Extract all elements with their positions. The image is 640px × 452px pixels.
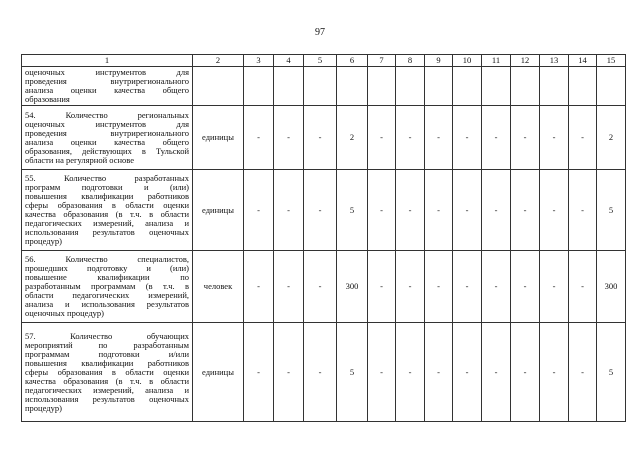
value-cell: - [453, 323, 482, 422]
value-cell: - [425, 323, 453, 422]
value-cell: - [274, 170, 304, 251]
value-cell: - [540, 251, 569, 323]
unit-cell: человек [193, 251, 244, 323]
description-line: проведения внутрирегионального [25, 128, 189, 138]
value-cell: - [368, 106, 396, 170]
column-header: 8 [396, 55, 425, 67]
description-line: проведения внутрирегионального [25, 77, 189, 86]
value-cell: - [511, 251, 540, 323]
indicator-description [22, 170, 193, 251]
column-header: 9 [425, 55, 453, 67]
description-line: программ подготовки и (или) [25, 183, 189, 192]
value-cell: - [274, 106, 304, 170]
value-cell: - [569, 251, 597, 323]
indicator-description [22, 323, 193, 422]
value-cell: - [453, 251, 482, 323]
value-cell: 5 [597, 170, 626, 251]
description-line: процедур) [25, 403, 62, 413]
column-header: 10 [453, 55, 482, 67]
indicator-description [22, 251, 193, 323]
value-cell: - [368, 323, 396, 422]
value-cell: - [453, 106, 482, 170]
value-cell: - [244, 106, 274, 170]
value-cell [368, 67, 396, 106]
description-line: области педагогических измерений, [25, 291, 189, 300]
value-cell: - [569, 106, 597, 170]
value-cell [425, 67, 453, 106]
description-line: повышения квалификации работников [25, 192, 189, 201]
description-line: анализа оценки качества общего [25, 137, 189, 147]
value-cell: - [274, 251, 304, 323]
value-cell: - [482, 170, 511, 251]
value-cell: - [396, 323, 425, 422]
value-cell: 300 [337, 251, 368, 323]
description-line: программам подготовки и/или [25, 349, 189, 359]
unit-cell: единицы [193, 170, 244, 251]
value-cell: - [425, 251, 453, 323]
column-header: 6 [337, 55, 368, 67]
value-cell: - [244, 323, 274, 422]
description-line: прошедших подготовку и (или) [25, 264, 189, 273]
description-line: педагогических измерений, анализа и [25, 385, 189, 395]
column-header: 2 [193, 55, 244, 67]
description-line: использования результатов оценочных [25, 394, 189, 404]
value-cell [511, 67, 540, 106]
table-row [22, 67, 626, 106]
description-line: сферы образования в области оценки [25, 201, 189, 210]
value-cell: - [511, 170, 540, 251]
description-line: оценочных инструментов для [25, 68, 189, 77]
value-cell [304, 67, 337, 106]
column-header: 3 [244, 55, 274, 67]
column-header: 12 [511, 55, 540, 67]
unit-cell: единицы [193, 106, 244, 170]
description-line: 57. Количество обучающих [25, 331, 189, 341]
value-cell: - [368, 251, 396, 323]
table-body [22, 67, 626, 422]
column-header: 13 [540, 55, 569, 67]
description-line: использования результатов оценочных [25, 228, 189, 237]
description-line: повышения квалификации работников [25, 358, 189, 368]
indicator-description [22, 106, 193, 170]
description-line: процедур) [25, 237, 62, 246]
description-line: оценочных инструментов для [25, 119, 189, 129]
value-cell [337, 67, 368, 106]
table-row [22, 170, 626, 251]
description-line: 56. Количество специалистов, [25, 255, 189, 264]
column-header: 14 [569, 55, 597, 67]
value-cell: - [274, 323, 304, 422]
description-line: качества образования (в т.ч. в области [25, 210, 189, 219]
description-line: мероприятий по разработанным [25, 340, 189, 350]
value-cell: - [482, 251, 511, 323]
value-cell: - [482, 323, 511, 422]
value-cell: 5 [337, 170, 368, 251]
value-cell: - [304, 251, 337, 323]
value-cell: - [368, 170, 396, 251]
value-cell [597, 67, 626, 106]
page-number: 97 [315, 27, 325, 38]
indicator-description [22, 67, 193, 106]
description-line: анализа оценки качества общего [25, 86, 189, 95]
value-cell [540, 67, 569, 106]
value-cell: - [425, 170, 453, 251]
value-cell: 2 [337, 106, 368, 170]
table-row [22, 251, 626, 323]
value-cell: - [511, 323, 540, 422]
value-cell: - [425, 106, 453, 170]
value-cell: - [453, 170, 482, 251]
description-line: качества образования (в т.ч. в области [25, 376, 189, 386]
description-line: повышение квалификации по [25, 273, 189, 282]
header-row [22, 55, 626, 67]
value-cell [453, 67, 482, 106]
indicators-table [21, 54, 626, 422]
value-cell: 5 [597, 323, 626, 422]
column-header: 11 [482, 55, 511, 67]
column-header: 5 [304, 55, 337, 67]
description-line: образования [25, 95, 70, 104]
description-line: области на регулярной основе [25, 155, 135, 165]
value-cell: - [304, 170, 337, 251]
value-cell: - [396, 106, 425, 170]
value-cell [482, 67, 511, 106]
column-header: 7 [368, 55, 396, 67]
description-line: разработанным программам (в т.ч. в [25, 282, 189, 291]
column-header: 4 [274, 55, 304, 67]
description-line: оценочных процедур) [25, 309, 104, 318]
value-cell [244, 67, 274, 106]
column-header: 15 [597, 55, 626, 67]
value-cell: 300 [597, 251, 626, 323]
description-line: педагогических измерений, анализа и [25, 219, 189, 228]
value-cell: 2 [597, 106, 626, 170]
table-row [22, 323, 626, 422]
value-cell: 5 [337, 323, 368, 422]
column-header: 1 [22, 55, 193, 67]
unit-cell [193, 67, 244, 106]
value-cell: - [304, 106, 337, 170]
description-line: анализа и использования результатов [25, 300, 189, 309]
value-cell [569, 67, 597, 106]
unit-cell: единицы [193, 323, 244, 422]
value-cell: - [396, 251, 425, 323]
value-cell: - [540, 106, 569, 170]
value-cell: - [540, 323, 569, 422]
value-cell [396, 67, 425, 106]
value-cell: - [304, 323, 337, 422]
value-cell: - [569, 323, 597, 422]
table-row [22, 106, 626, 170]
value-cell: - [244, 170, 274, 251]
value-cell [274, 67, 304, 106]
description-line: образования, действующих в Тульской [25, 146, 189, 156]
description-line: сферы образования в области оценки [25, 367, 189, 377]
value-cell: - [396, 170, 425, 251]
description-line: 54. Количество региональных [25, 110, 189, 120]
value-cell: - [511, 106, 540, 170]
value-cell: - [540, 170, 569, 251]
description-line: 55. Количество разработанных [25, 174, 189, 183]
value-cell: - [244, 251, 274, 323]
value-cell: - [482, 106, 511, 170]
value-cell: - [569, 170, 597, 251]
